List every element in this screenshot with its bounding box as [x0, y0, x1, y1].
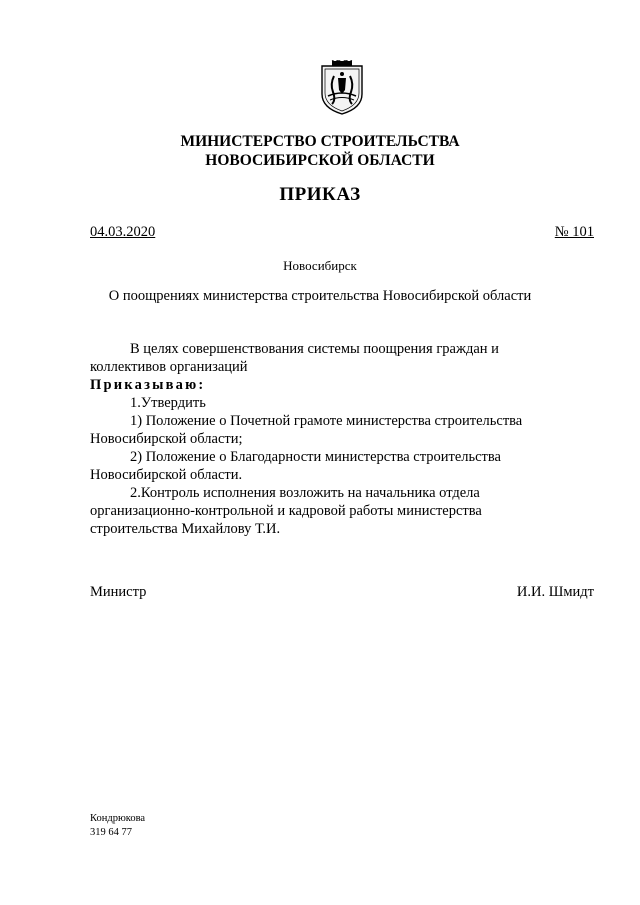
item-1: 1.Утвердить [130, 395, 206, 411]
signatory-name: И.И. Шмидт [516, 584, 594, 600]
preamble-line-2: коллективов организаций [90, 359, 248, 375]
document-subject: О поощрениях министерства строительства Новосибирской области [108, 288, 532, 304]
coat-of-arms-icon [318, 60, 366, 116]
item-2-line-1: 2.Контроль исполнения возложить на начальника отдела [130, 485, 480, 501]
item-1-2-line-2: Новосибирской области. [90, 467, 243, 483]
executor-name: Кондрюкова [90, 813, 146, 824]
executor-phone: 319 64 77 [90, 827, 132, 838]
item-1-1-line-2: Новосибирской области; [90, 431, 243, 447]
ministry-line-1: МИНИСТЕРСТВО СТРОИТЕЛЬСТВА [180, 133, 460, 150]
item-1-1-line-1: 1) Положение о Почетной грамоте министерства строительства [130, 413, 523, 429]
executor-info [90, 812, 145, 840]
document-number: № 101 [554, 224, 594, 240]
ministry-name [0, 132, 640, 170]
item-2-line-3: строительства Михайлову Т.И. [90, 521, 281, 537]
item-2-line-2: организационно-контрольной и кадровой работы министерства [90, 503, 482, 519]
preamble-line-1: В целях совершенствования системы поощрения граждан и [130, 341, 499, 357]
document-date: 04.03.2020 [90, 224, 156, 240]
item-1-2-line-1: 2) Положение о Благодарности министерства строительства [130, 449, 501, 465]
document-city: Новосибирск [283, 258, 357, 273]
signatory-role: Министр [90, 584, 147, 600]
order-word: Приказываю: [90, 377, 206, 393]
document-body [90, 340, 594, 538]
ministry-line-2: НОВОСИБИРСКОЙ ОБЛАСТИ [205, 152, 435, 169]
document-type: ПРИКАЗ [279, 184, 361, 205]
